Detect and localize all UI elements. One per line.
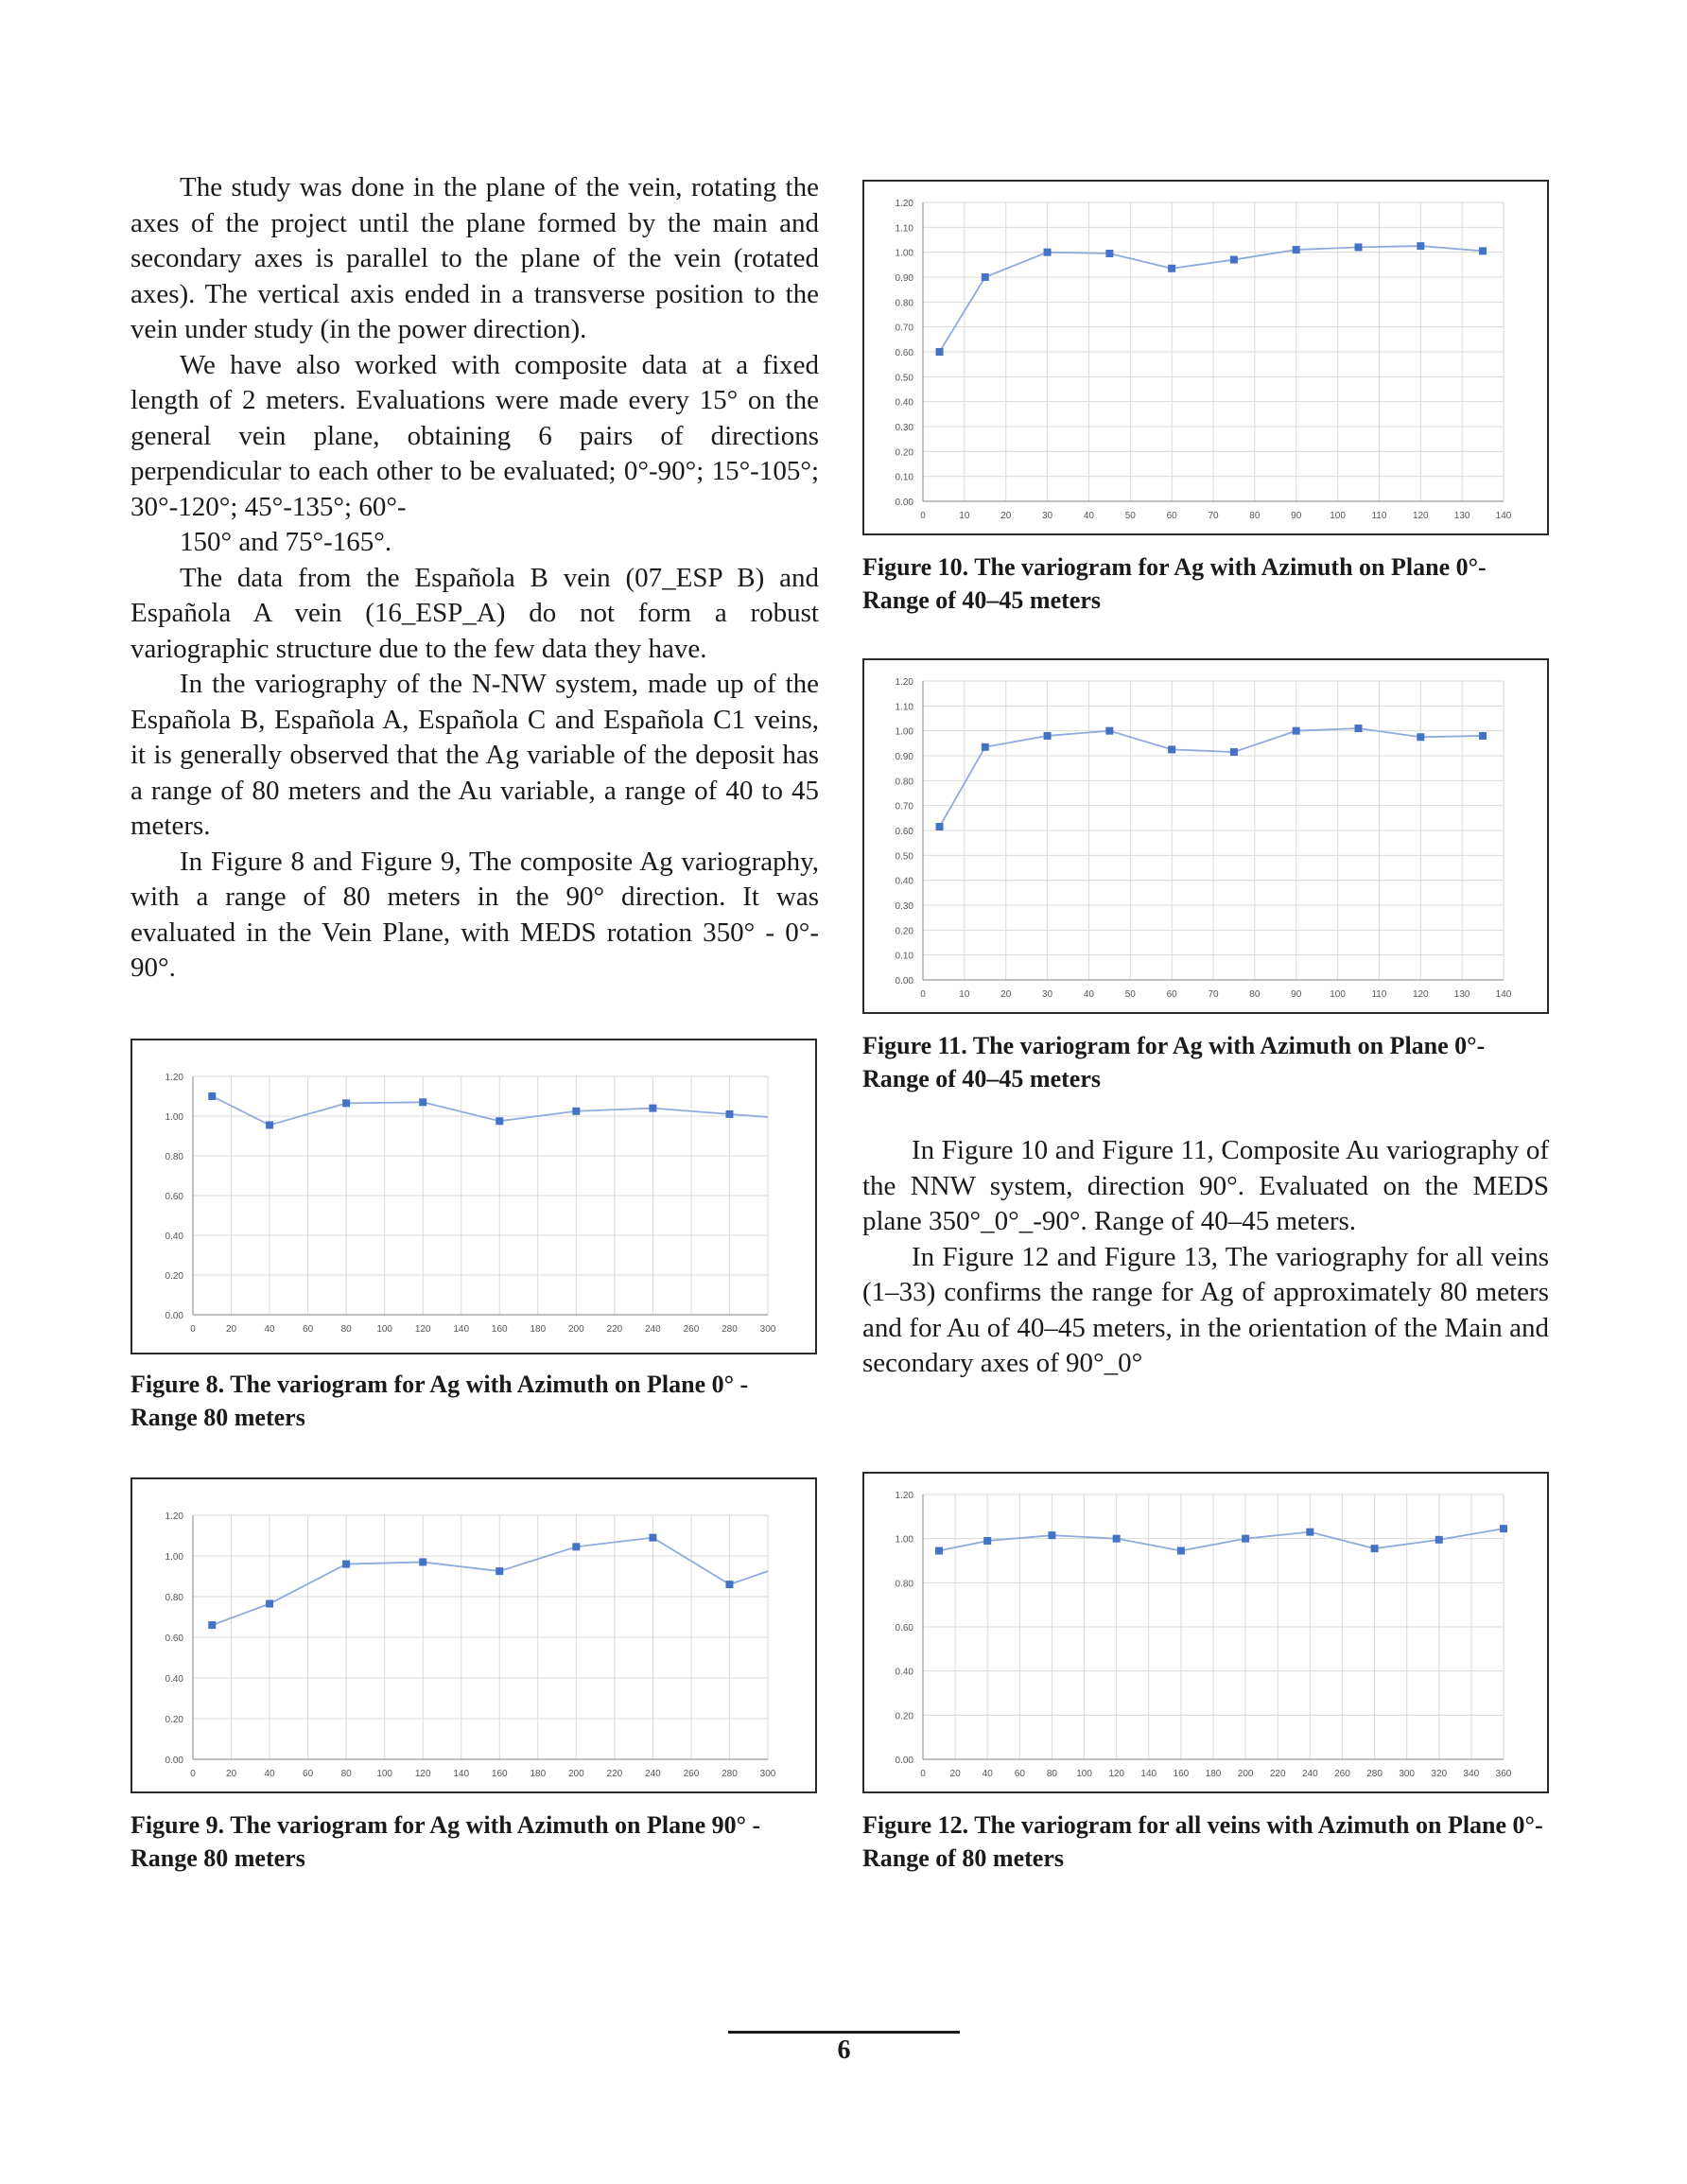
x-tick-label: 20 <box>1000 511 1012 521</box>
data-point <box>208 1092 216 1100</box>
y-tick-label: 0.60 <box>165 1634 183 1644</box>
left-column-text <box>130 170 819 987</box>
data-point <box>1242 1535 1249 1543</box>
y-tick-label: 1.20 <box>895 199 913 209</box>
data-point <box>266 1121 273 1128</box>
x-tick-label: 80 <box>1046 1769 1058 1779</box>
y-tick-label: 0.80 <box>165 1593 183 1603</box>
figure-9-caption: Figure 9. The variogram for Ag with Azimuth on Plane 90° - Range 80 meters <box>130 1811 761 1872</box>
data-point <box>983 1537 991 1545</box>
y-tick-label: 0.80 <box>895 777 913 788</box>
right-column-text <box>862 1133 1549 1382</box>
x-tick-label: 140 <box>453 1769 470 1779</box>
x-tick-label: 120 <box>414 1324 431 1335</box>
x-tick-label: 20 <box>225 1324 237 1335</box>
y-tick-label: 0.30 <box>895 423 913 433</box>
x-tick-label: 20 <box>949 1769 961 1779</box>
data-point <box>1113 1535 1121 1543</box>
y-tick-label: 0.00 <box>895 1756 913 1766</box>
x-tick-label: 60 <box>1166 989 1177 1000</box>
data-point <box>725 1110 733 1118</box>
paragraph: In Figure 10 and Figure 11, Composite Au variography of the NNW system, direction 90°. Evaluated on the MEDS plane 350°_0°_-90°. Range of 40–45 meters. <box>862 1135 1549 1236</box>
data-point <box>1230 256 1238 264</box>
data-point <box>342 1099 350 1107</box>
y-tick-label: 1.00 <box>895 726 913 738</box>
x-tick-label: 260 <box>683 1324 700 1335</box>
x-tick-label: 160 <box>491 1324 508 1335</box>
data-point <box>725 1581 733 1588</box>
y-tick-label: 1.10 <box>895 702 913 713</box>
x-tick-label: 60 <box>1166 511 1177 521</box>
paragraph: 150° and 75°-165°. <box>180 527 392 557</box>
data-point <box>1371 1545 1379 1552</box>
y-tick-label: 1.20 <box>895 1491 913 1501</box>
figure-12-chart <box>862 1472 1549 1793</box>
x-tick-label: 0 <box>190 1769 196 1779</box>
x-tick-label: 140 <box>1495 511 1512 521</box>
x-tick-label: 200 <box>567 1769 584 1779</box>
data-point <box>1417 242 1424 250</box>
x-tick-label: 180 <box>530 1324 547 1335</box>
x-tick-label: 50 <box>1124 989 1136 1000</box>
paragraph: The data from the Española B vein (07_ESP B) and Española A vein (16_ESP_A) do not form a robust variographic structure due to the few data they have. <box>130 562 819 664</box>
x-tick-label: 110 <box>1371 989 1387 1000</box>
y-tick-label: 0.20 <box>165 1715 183 1725</box>
figure-10-plot <box>864 182 1551 537</box>
data-point <box>572 1543 580 1550</box>
x-tick-label: 90 <box>1291 989 1302 1000</box>
data-point <box>935 1547 943 1555</box>
x-tick-label: 280 <box>722 1324 738 1335</box>
y-tick-label: 0.00 <box>895 976 913 987</box>
x-tick-label: 280 <box>722 1769 738 1779</box>
data-point <box>1105 250 1113 257</box>
y-tick-label: 0.80 <box>165 1152 183 1162</box>
x-tick-label: 240 <box>1301 1769 1318 1779</box>
data-point <box>936 348 944 356</box>
y-tick-label: 0.90 <box>895 752 913 762</box>
y-tick-label: 1.20 <box>165 1511 183 1522</box>
x-tick-label: 200 <box>1237 1769 1254 1779</box>
paragraph: In Figure 8 and Figure 9, The composite Ag variography, with a range of 80 meters in the 90° direction. It was evaluated in the Vein Plane, with MEDS rotation 350° - 0°- 90°. <box>130 846 819 983</box>
y-tick-label: 0.60 <box>895 1623 913 1634</box>
data-point <box>266 1600 273 1608</box>
figure-11-plot <box>864 660 1551 1016</box>
x-tick-label: 60 <box>303 1769 314 1779</box>
x-tick-label: 220 <box>1269 1769 1286 1779</box>
x-tick-label: 10 <box>959 511 970 521</box>
data-point <box>649 1534 656 1542</box>
x-tick-label: 300 <box>759 1324 776 1335</box>
x-tick-label: 120 <box>1412 511 1429 521</box>
x-tick-label: 220 <box>606 1769 623 1779</box>
y-tick-label: 0.50 <box>895 851 913 863</box>
y-tick-label: 0.40 <box>895 397 913 409</box>
x-tick-label: 50 <box>1124 511 1136 521</box>
data-point <box>419 1098 426 1106</box>
x-tick-label: 20 <box>225 1769 237 1779</box>
y-tick-label: 0.50 <box>895 373 913 384</box>
x-tick-label: 160 <box>491 1769 508 1779</box>
series-line <box>212 1096 768 1125</box>
series-line <box>940 246 1484 352</box>
y-tick-label: 0.10 <box>895 472 913 483</box>
y-tick-label: 1.00 <box>895 1534 913 1546</box>
data-point <box>1044 732 1052 740</box>
x-tick-label: 40 <box>1083 989 1094 1000</box>
x-tick-label: 260 <box>1334 1769 1350 1779</box>
data-point <box>1293 727 1300 735</box>
y-tick-label: 0.60 <box>165 1192 183 1202</box>
x-tick-label: 40 <box>1083 511 1094 521</box>
x-tick-label: 40 <box>264 1324 275 1335</box>
y-tick-label: 0.20 <box>895 447 913 459</box>
series-line <box>940 728 1484 827</box>
data-point <box>1306 1529 1313 1536</box>
data-point <box>1355 725 1363 732</box>
y-tick-label: 0.10 <box>895 951 913 962</box>
y-tick-label: 0.40 <box>165 1232 183 1242</box>
x-tick-label: 300 <box>1399 1769 1416 1779</box>
x-tick-label: 280 <box>1366 1769 1383 1779</box>
data-point <box>419 1558 426 1565</box>
data-point <box>1177 1547 1185 1555</box>
x-tick-label: 100 <box>1076 1769 1092 1779</box>
x-tick-label: 80 <box>1249 511 1261 521</box>
data-point <box>1293 246 1300 253</box>
x-tick-label: 260 <box>683 1769 700 1779</box>
y-tick-label: 0.80 <box>895 1579 913 1590</box>
paragraph: In the variography of the N-NW system, made up of the Española B, Española A, Española C and Española C1 veins, it is generally observed that the Ag variable of the deposit has a range of 80 meters and the Au variable, a range of 40 to 45 meters. <box>130 669 819 841</box>
x-tick-label: 360 <box>1495 1769 1512 1779</box>
series-line <box>939 1529 1504 1550</box>
x-tick-label: 70 <box>1208 511 1219 521</box>
y-tick-label: 1.10 <box>895 223 913 235</box>
x-tick-label: 340 <box>1463 1769 1480 1779</box>
x-tick-label: 120 <box>414 1769 431 1779</box>
x-tick-label: 30 <box>1042 511 1053 521</box>
figure-10-caption: Figure 10. The variogram for Ag with Azimuth on Plane 0°-Range of 40–45 meters <box>862 553 1487 614</box>
figure-8-plot <box>132 1040 819 1356</box>
figure-12-caption: Figure 12. The variogram for all veins with Azimuth on Plane 0°-Range of 80 meters <box>862 1811 1543 1872</box>
x-tick-label: 100 <box>1330 511 1346 521</box>
y-tick-label: 0.00 <box>165 1756 183 1766</box>
data-point <box>1044 249 1052 256</box>
footer-rule <box>728 2031 960 2034</box>
data-point <box>208 1621 216 1629</box>
page-number: 6 <box>837 2035 851 2065</box>
figure-12-plot <box>864 1474 1551 1795</box>
x-tick-label: 160 <box>1173 1769 1190 1779</box>
y-tick-label: 0.40 <box>165 1674 183 1685</box>
x-tick-label: 80 <box>340 1324 352 1335</box>
y-tick-label: 0.80 <box>895 298 913 309</box>
x-tick-label: 0 <box>920 511 926 521</box>
x-tick-label: 140 <box>453 1324 470 1335</box>
x-tick-label: 130 <box>1453 511 1470 521</box>
data-point <box>1417 733 1424 741</box>
y-tick-label: 0.40 <box>895 1667 913 1678</box>
x-tick-label: 10 <box>959 989 970 1000</box>
x-tick-label: 70 <box>1208 989 1219 1000</box>
x-tick-label: 240 <box>645 1769 661 1779</box>
paragraph: The study was done in the plane of the vein, rotating the axes of the project until the plane formed by the main and secondary axes is parallel to the plane of the vein (rotated axes). The vertical axis ended in a transverse position to the vein under study (in the power direction). <box>130 172 819 344</box>
x-tick-label: 40 <box>982 1769 993 1779</box>
data-point <box>936 823 944 830</box>
x-tick-label: 0 <box>920 1769 926 1779</box>
x-tick-label: 220 <box>606 1324 623 1335</box>
data-point <box>1168 265 1175 272</box>
y-tick-label: 1.00 <box>895 248 913 259</box>
x-tick-label: 90 <box>1291 511 1302 521</box>
x-tick-label: 0 <box>920 989 926 1000</box>
data-point <box>1479 732 1487 740</box>
y-tick-label: 1.00 <box>165 1112 183 1123</box>
x-tick-label: 100 <box>376 1769 393 1779</box>
x-tick-label: 180 <box>1205 1769 1222 1779</box>
y-tick-label: 0.00 <box>165 1311 183 1321</box>
y-tick-label: 0.20 <box>165 1271 183 1282</box>
x-tick-label: 100 <box>376 1324 393 1335</box>
x-tick-label: 60 <box>303 1324 314 1335</box>
x-tick-label: 0 <box>190 1324 196 1335</box>
data-point <box>572 1108 580 1115</box>
y-tick-label: 1.20 <box>165 1073 183 1083</box>
y-tick-label: 1.20 <box>895 677 913 688</box>
y-tick-label: 0.70 <box>895 801 913 812</box>
data-point <box>1355 243 1363 251</box>
x-tick-label: 30 <box>1042 989 1053 1000</box>
data-point <box>1048 1531 1055 1539</box>
data-point <box>1479 247 1487 254</box>
y-tick-label: 0.20 <box>895 1711 913 1722</box>
x-tick-label: 320 <box>1431 1769 1448 1779</box>
data-point <box>1230 748 1238 756</box>
x-tick-label: 120 <box>1108 1769 1125 1779</box>
data-point <box>1168 745 1175 753</box>
y-tick-label: 0.40 <box>895 876 913 887</box>
x-tick-label: 300 <box>759 1769 776 1779</box>
paragraph: In Figure 12 and Figure 13, The variography for all veins (1–33) confirms the range for Ag of approximately 80 meters and for Au of 40–45 meters, in the orientation of the Main and secondary axes of 90°_0° <box>862 1241 1549 1378</box>
x-tick-label: 80 <box>1249 989 1261 1000</box>
data-point <box>1435 1536 1443 1544</box>
x-tick-label: 130 <box>1453 989 1470 1000</box>
y-tick-label: 0.00 <box>895 498 913 508</box>
data-point <box>496 1117 503 1125</box>
y-tick-label: 0.70 <box>895 323 913 334</box>
x-tick-label: 80 <box>340 1769 352 1779</box>
y-tick-label: 0.20 <box>895 926 913 937</box>
y-tick-label: 0.30 <box>895 901 913 912</box>
x-tick-label: 140 <box>1495 989 1512 1000</box>
y-tick-label: 1.00 <box>165 1552 183 1563</box>
figure-11-caption: Figure 11. The variogram for Ag with Azimuth on Plane 0°-Range of 40–45 meters <box>862 1032 1486 1092</box>
figure-8-chart <box>130 1039 817 1354</box>
series-line <box>212 1538 768 1625</box>
x-tick-label: 240 <box>645 1324 661 1335</box>
paragraph: We have also worked with composite data at a fixed length of 2 meters. Evaluations were made every 15° on the general vein plane, obtaining 6 pairs of directions perpendicular to each other to be evaluated; 0°-90°; 15°-105°; 30°-120°; 45°-135°; 60°- <box>130 349 819 522</box>
figure-9-chart <box>130 1477 817 1793</box>
data-point <box>1105 727 1113 735</box>
y-tick-label: 0.60 <box>895 348 913 358</box>
figure-11-chart <box>862 658 1549 1014</box>
figure-9-plot <box>132 1479 819 1795</box>
data-point <box>982 743 989 751</box>
x-tick-label: 110 <box>1371 511 1387 521</box>
data-point <box>649 1105 656 1112</box>
x-tick-label: 40 <box>264 1769 275 1779</box>
x-tick-label: 180 <box>530 1769 547 1779</box>
x-tick-label: 60 <box>1014 1769 1025 1779</box>
data-point <box>342 1561 350 1568</box>
figure-8-caption: Figure 8. The variogram for Ag with Azimuth on Plane 0° - Range 80 meters <box>130 1371 749 1431</box>
x-tick-label: 120 <box>1412 989 1429 1000</box>
x-tick-label: 100 <box>1330 989 1346 1000</box>
x-tick-label: 140 <box>1140 1769 1157 1779</box>
data-point <box>496 1567 503 1575</box>
data-point <box>982 273 989 281</box>
y-tick-label: 0.90 <box>895 273 913 284</box>
x-tick-label: 20 <box>1000 989 1012 1000</box>
x-tick-label: 200 <box>567 1324 584 1335</box>
figure-10-chart <box>862 180 1549 535</box>
data-point <box>1500 1525 1507 1532</box>
y-tick-label: 0.60 <box>895 827 913 837</box>
